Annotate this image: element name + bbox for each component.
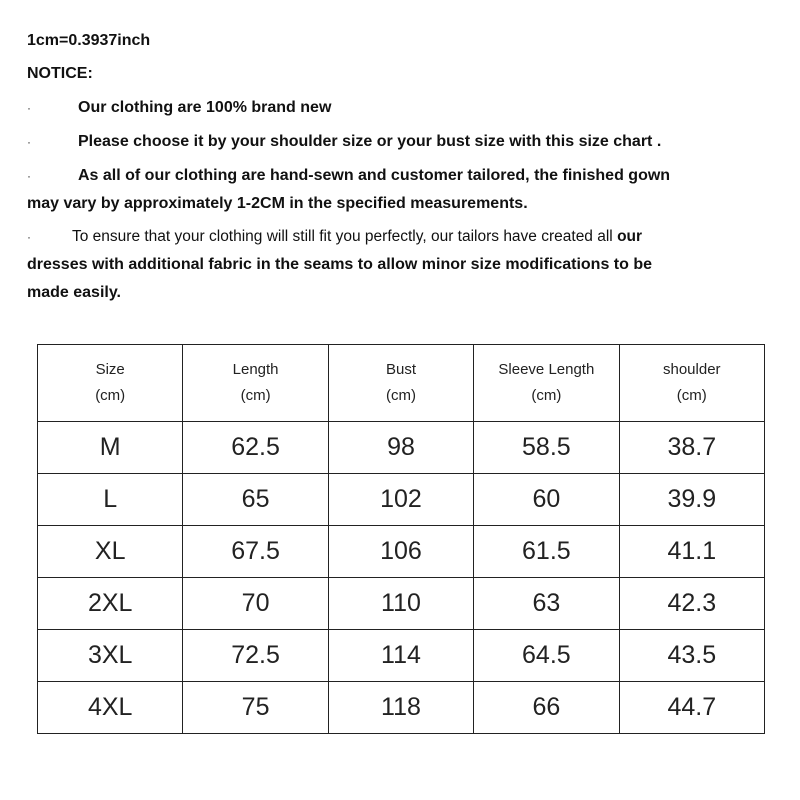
cell-length: 67.5	[183, 526, 328, 578]
cell-size: 3XL	[38, 630, 183, 682]
unit-conversion: 1cm=0.3937inch	[27, 32, 151, 49]
header-size-unit: (cm)	[95, 387, 126, 404]
notice-item-4-line-1-end: our	[617, 228, 643, 245]
cell-length: 72.5	[183, 630, 328, 682]
notice-item-3-line-1: As all of our clothing are hand-sewn and customer tailored, the finished gown	[78, 167, 671, 184]
table-row	[38, 630, 765, 682]
table-row	[38, 578, 765, 630]
cell-size: 2XL	[38, 578, 183, 630]
notice-item-2: Please choose it by your shoulder size or your bust size with this size chart .	[78, 133, 662, 150]
header-length	[183, 345, 328, 422]
header-sleeve-length-unit: (cm)	[531, 387, 562, 404]
bullet-3: ·	[27, 169, 31, 183]
header-bust-unit: (cm)	[385, 387, 416, 404]
notice-item-4-line-2: dresses with additional fabric in the seams to allow minor size modifications to be	[27, 256, 653, 273]
cell-bust: 110	[328, 578, 473, 630]
header-shoulder	[619, 345, 764, 422]
cell-length: 65	[183, 474, 328, 526]
bullet-1: ·	[27, 101, 31, 115]
table-row	[38, 422, 765, 474]
cell-shoulder: 42.3	[619, 578, 764, 630]
header-shoulder-name: shoulder	[663, 361, 721, 378]
cell-shoulder: 44.7	[619, 682, 764, 734]
table-row	[38, 526, 765, 578]
header-size-name: Size	[95, 361, 125, 378]
cell-length: 70	[183, 578, 328, 630]
cell-size: XL	[38, 526, 183, 578]
notice-item-1: Our clothing are 100% brand new	[78, 99, 332, 116]
size-chart-table	[37, 344, 765, 734]
header-size	[38, 345, 183, 422]
table-row	[38, 682, 765, 734]
header-bust-name: Bust	[385, 361, 416, 378]
cell-bust: 114	[328, 630, 473, 682]
cell-bust: 98	[328, 422, 473, 474]
header-shoulder-unit: (cm)	[676, 387, 707, 404]
bullet-4: ·	[27, 230, 31, 244]
notice-item-4-line-3: made easily.	[27, 284, 121, 301]
cell-shoulder: 39.9	[619, 474, 764, 526]
cell-bust: 106	[328, 526, 473, 578]
cell-shoulder: 43.5	[619, 630, 764, 682]
notice-item-4-line-1	[72, 227, 642, 247]
cell-length: 75	[183, 682, 328, 734]
cell-bust: 118	[328, 682, 473, 734]
header-length-unit: (cm)	[240, 387, 271, 404]
cell-size: M	[38, 422, 183, 474]
cell-sleeve-length: 58.5	[474, 422, 619, 474]
cell-length: 62.5	[183, 422, 328, 474]
bullet-2: ·	[27, 135, 31, 149]
notice-item-3-line-2: may vary by approximately 1-2CM in the specified measurements.	[27, 195, 528, 212]
notice-heading: NOTICE:	[27, 65, 93, 82]
table-row	[38, 474, 765, 526]
cell-size: L	[38, 474, 183, 526]
cell-shoulder: 38.7	[619, 422, 764, 474]
header-length-name: Length	[232, 361, 279, 378]
notice-item-4-line-1-text: To ensure that your clothing will still fit you perfectly, our tailors have created all	[72, 228, 613, 245]
table-header-row	[38, 345, 765, 422]
cell-shoulder: 41.1	[619, 526, 764, 578]
header-sleeve-length-name: Sleeve Length	[498, 361, 595, 378]
cell-sleeve-length: 61.5	[474, 526, 619, 578]
cell-sleeve-length: 64.5	[474, 630, 619, 682]
cell-sleeve-length: 66	[474, 682, 619, 734]
cell-sleeve-length: 63	[474, 578, 619, 630]
cell-bust: 102	[328, 474, 473, 526]
header-sleeve-length	[474, 345, 619, 422]
header-bust	[328, 345, 473, 422]
cell-size: 4XL	[38, 682, 183, 734]
cell-sleeve-length: 60	[474, 474, 619, 526]
